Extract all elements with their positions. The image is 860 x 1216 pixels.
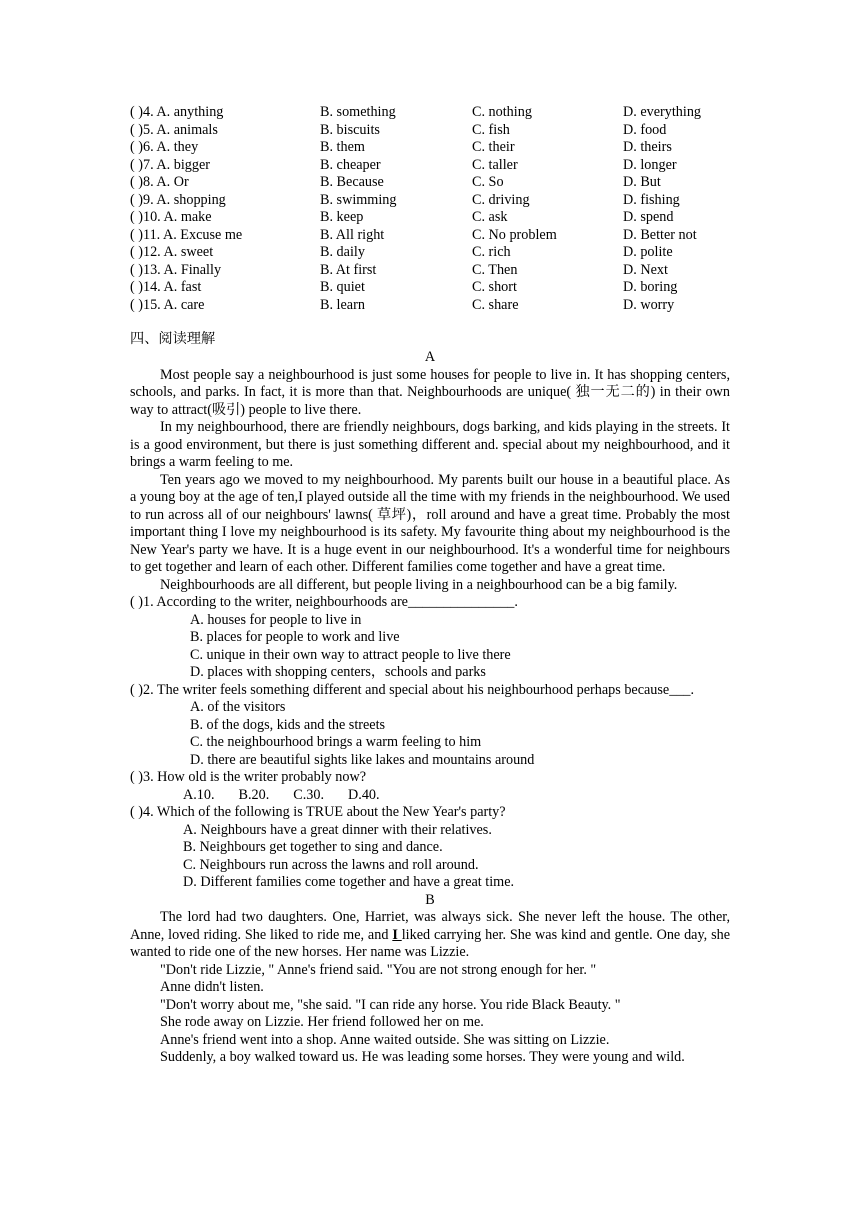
option-c: C. Then	[472, 261, 518, 278]
question-number: ( )7. A. bigger	[130, 156, 210, 173]
section-title: 四、阅读理解	[130, 331, 216, 347]
cloze-option-row	[130, 244, 750, 262]
option-b: B. Because	[320, 174, 384, 190]
passage-b-line: "Don't worry about me, "she said. "I can ride any horse. You ride Black Beauty. "	[160, 996, 621, 1013]
option-b: B. At first	[320, 261, 377, 278]
question-number: ( )15. A. care	[130, 296, 205, 313]
option-c: C. rich	[472, 244, 511, 260]
option-b: B. cheaper	[320, 156, 381, 173]
option-c: C. nothing	[472, 104, 532, 120]
cloze-option-row	[130, 122, 750, 140]
option-c: C. fish	[472, 121, 510, 138]
passage-a-label: A	[424, 349, 436, 365]
option-d: D. longer	[623, 156, 677, 173]
question-1-stem: ( )1. According to the writer, neighbourhoods are_______________.	[130, 594, 518, 610]
reading-section	[130, 349, 730, 1067]
option-c: C. driving	[472, 191, 530, 208]
option-d: D. everything	[623, 104, 702, 120]
question-1-option: C. unique in their own way to attract people to live there	[190, 646, 511, 663]
question-number: ( )6. A. they	[130, 139, 199, 155]
option-d: D. food	[623, 121, 667, 138]
option-d: D. boring	[623, 279, 678, 295]
option-c: C. So	[472, 174, 504, 190]
question-number: ( )13. A. Finally	[130, 261, 222, 278]
question-2-stem: ( )2. The writer feels something different and special about his neighbourhood perhaps because___.	[130, 681, 695, 698]
question-3-options	[130, 787, 730, 805]
question-3-stem: ( )3. How old is the writer probably now?	[130, 769, 367, 785]
cloze-option-row	[130, 262, 750, 280]
passage-b-line: "Don't ride Lizzie, " Anne's friend said. "You are not strong enough for her. "	[160, 961, 597, 978]
cloze-option-row	[130, 297, 750, 315]
cloze-option-row	[130, 104, 750, 122]
question-4-option: B. Neighbours get together to sing and dance.	[183, 839, 443, 855]
question-2-option: B. of the dogs, kids and the streets	[190, 716, 386, 733]
option-d: D. worry	[623, 296, 675, 313]
question-number: ( )5. A. animals	[130, 121, 218, 138]
cloze-option-row	[130, 279, 750, 297]
option-c: C. short	[472, 279, 517, 295]
option-c: C. their	[472, 139, 515, 155]
question-number: ( )4. A. anything	[130, 104, 224, 120]
question-4-option: A. Neighbours have a great dinner with their relatives.	[183, 821, 492, 838]
option-b: B. them	[320, 139, 365, 155]
question-1-option: B. places for people to work and live	[190, 629, 400, 645]
passage-b-text: The lord had two daughters. One, Harriet, was always sick. She never left the house. The other, Anne, loved riding. She liked to ride me, and	[130, 909, 730, 943]
option-c: C. No problem	[472, 226, 557, 243]
question-number: ( )8. A. Or	[130, 174, 189, 190]
option-d: D. Next	[623, 261, 668, 278]
passage-a-paragraph: In my neighbourhood, there are friendly neighbours, dogs barking, and kids playing in the streets. It is a good environment, but there is just something different and. special about my neighbourhood, and it brings a warm feeling to me.	[130, 419, 730, 470]
question-number: ( )10. A. make	[130, 209, 212, 225]
question-4-option: D. Different families come together and have a great time.	[183, 874, 515, 890]
passage-b-line: She rode away on Lizzie. Her friend followed her on me.	[160, 1014, 484, 1030]
question-2-option: A. of the visitors	[190, 699, 286, 715]
passage-a-paragraph: Ten years ago we moved to my neighbourhood. My parents built our house in a beautiful place. As a young boy at the age of ten,I played outside all the time with my friends in the neighbourhood. We used to run across all of our neighbours' lawns( 草坪)，roll around and have a great time. Probably the most important thing I love my neighbourhood is its safety. My favourite thing about my neighbourhood is the New Year's party we have. It is a huge event in our neighbourhood. It's a wonderful time for neighbours to get together and learn of each other. Different families come together and have a great time.	[130, 471, 730, 575]
question-2-option: D. there are beautiful sights like lakes and mountains around	[190, 751, 535, 768]
cloze-option-row	[130, 227, 750, 245]
passage-b-line: Anne didn't listen.	[160, 979, 264, 995]
cloze-option-row	[130, 139, 750, 157]
cloze-option-row	[130, 192, 750, 210]
cloze-option-row	[130, 209, 750, 227]
passage-a-paragraph: Neighbourhoods are all different, but people living in a neighbourhood can be a big family.	[160, 576, 678, 593]
option-b: B. daily	[320, 244, 365, 260]
cloze-option-row	[130, 174, 750, 192]
passage-b-line: Suddenly, a boy walked toward us. He was leading some horses. They were young and wild.	[160, 1049, 685, 1065]
question-2-option: C. the neighbourhood brings a warm feeling to him	[190, 734, 482, 750]
option-b: B. something	[320, 104, 396, 120]
option-d: D. spend	[623, 209, 674, 225]
option-c: C. taller	[472, 156, 518, 173]
question-number: ( )9. A. shopping	[130, 191, 226, 208]
passage-b-text: liked carrying her. She was kind and gentle. One day, she wanted to ride one of the new horses. Her name was Lizzie.	[130, 926, 730, 960]
passage-b-label: B	[425, 891, 435, 908]
question-4-option: C. Neighbours run across the lawns and roll around.	[183, 856, 479, 873]
question-number: ( )11. A. Excuse me	[130, 226, 243, 243]
question-number: ( )12. A. sweet	[130, 244, 214, 260]
question-3-option: D.40.	[348, 786, 380, 803]
option-b: B. All right	[320, 226, 385, 243]
underlined-word: I	[392, 926, 402, 943]
option-c: C. share	[472, 296, 519, 313]
option-d: D. But	[623, 174, 661, 190]
option-d: D. theirs	[623, 139, 672, 155]
option-d: D. Better not	[623, 226, 697, 243]
option-d: D. fishing	[623, 191, 680, 208]
option-b: B. swimming	[320, 191, 397, 208]
question-3-option: A.10.	[183, 786, 215, 803]
question-1-option: A. houses for people to live in	[190, 611, 362, 628]
option-b: B. quiet	[320, 279, 365, 295]
question-number: ( )14. A. fast	[130, 279, 202, 295]
option-b: B. keep	[320, 209, 364, 225]
question-1-option: D. places with shopping centers，schools and parks	[190, 664, 486, 680]
passage-b-line: Anne's friend went into a shop. Anne waited outside. She was sitting on Lizzie.	[160, 1031, 610, 1048]
question-3-option: C.30.	[293, 786, 325, 803]
option-c: C. ask	[472, 209, 508, 225]
option-d: D. polite	[623, 244, 673, 260]
question-3-option: B.20.	[238, 786, 270, 803]
passage-a-paragraph: Most people say a neighbourhood is just some houses for people to live in. It has shopping centers, schools, and parks. In fact, it is more than that. Neighbourhoods are unique( 独一无二的) in their own way to attract(吸引) people to live there.	[130, 366, 730, 418]
option-b: B. biscuits	[320, 121, 380, 138]
cloze-option-row	[130, 157, 750, 175]
passage-b-paragraph	[130, 909, 730, 962]
question-4-stem: ( )4. Which of the following is TRUE about the New Year's party?	[130, 804, 506, 820]
cloze-options	[130, 104, 750, 314]
option-b: B. learn	[320, 296, 365, 313]
